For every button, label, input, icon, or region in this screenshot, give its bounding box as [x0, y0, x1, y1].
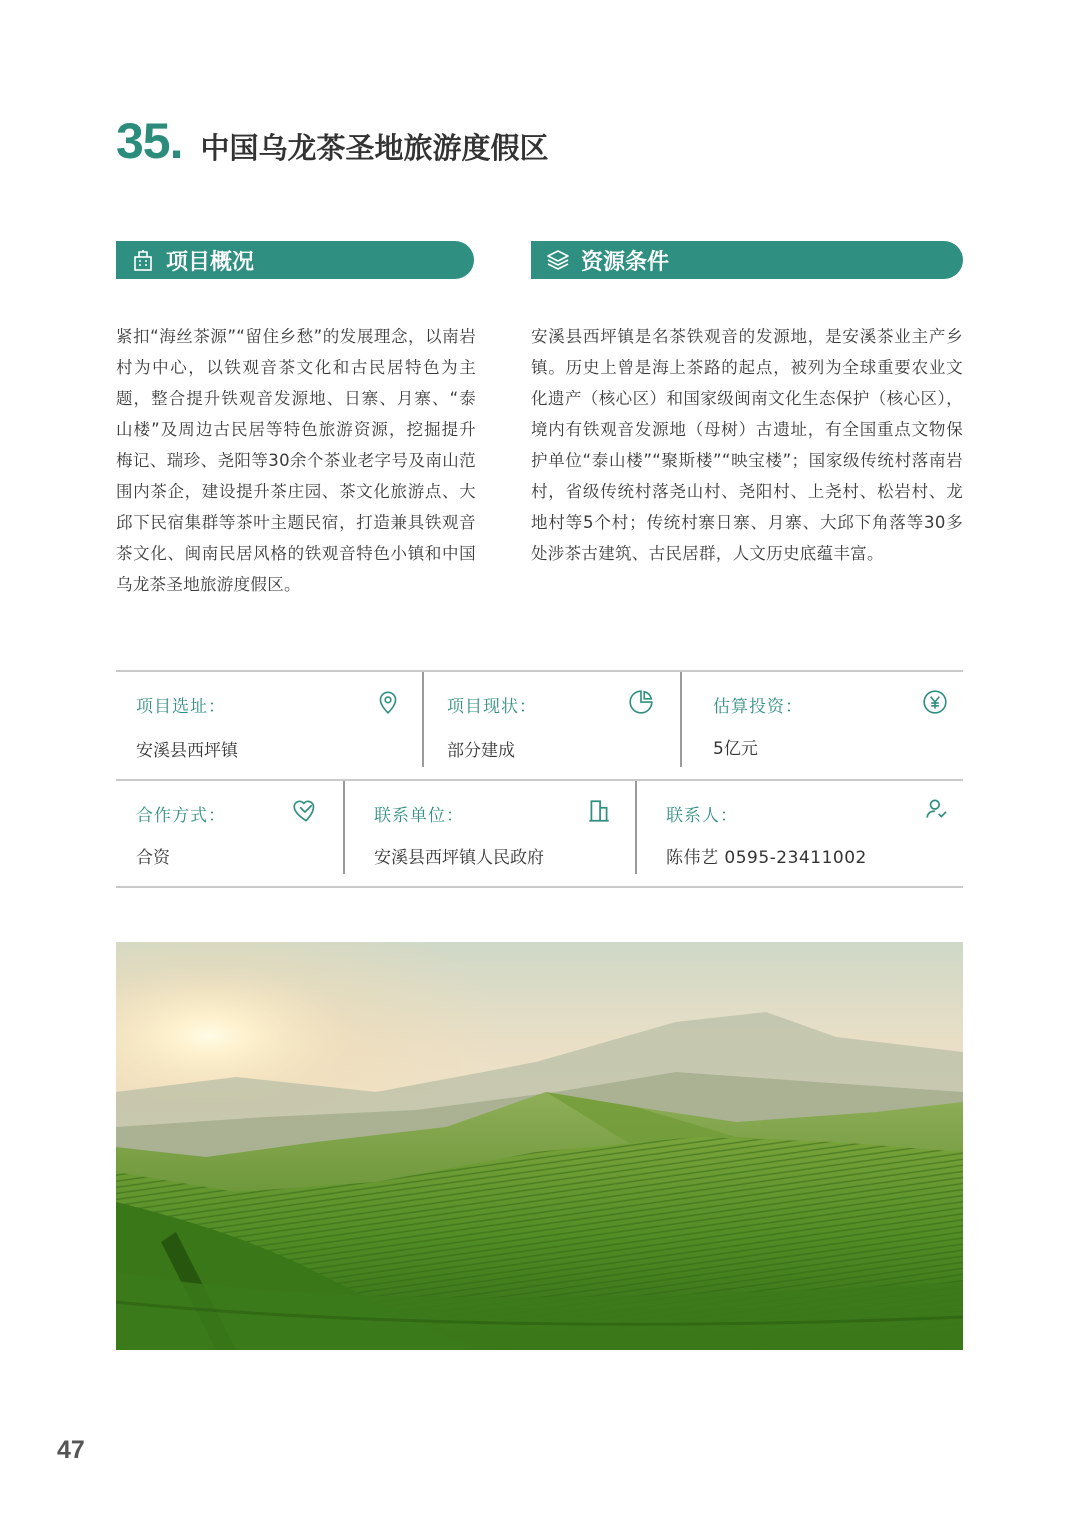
- location-label: 项目选址：: [136, 697, 226, 717]
- tea-plantation-photo: [116, 942, 963, 1350]
- project-title: 中国乌龙茶圣地旅游度假区: [200, 131, 549, 165]
- cooperation-value: 合资: [136, 848, 170, 868]
- section-header-overview: [116, 241, 474, 279]
- divider: [116, 886, 963, 888]
- heart-handshake-icon: [291, 798, 317, 824]
- section-header-label: 项目概况: [166, 249, 255, 275]
- building-icon: [130, 247, 156, 273]
- layers-icon: [545, 247, 571, 273]
- yen-icon: [922, 689, 948, 715]
- user-icon: [924, 796, 950, 822]
- project-number: 35.: [116, 113, 183, 169]
- divider: [635, 781, 637, 874]
- section-header-resources: [531, 241, 963, 279]
- divider: [343, 781, 345, 874]
- page-number: 47: [57, 1436, 85, 1464]
- section-header-label: 资源条件: [581, 249, 670, 275]
- overview-text: 紧扣“海丝茶源”“留住乡愁”的发展理念，以南岩村为中心，以铁观音茶文化和古民居特色为主题，整合提升铁观音发源地、日寨、月寨、“泰山楼”及周边古民居等特色旅游资源，挖掘提升梅记、瑞珍、尧阳等30余个茶业老字号及南山范围内茶企，建设提升茶庄园、茶文化旅游点、大邱下民宿集群等茶叶主题民宿，打造兼具铁观音茶文化、闽南民居风格的铁观音特色小镇和中国乌龙茶圣地旅游度假区。: [116, 327, 476, 594]
- building-outline-icon: [586, 798, 612, 824]
- page-title: [116, 112, 549, 170]
- cooperation-label: 合作方式：: [136, 806, 226, 826]
- contact-unit-label: 联系单位：: [374, 806, 464, 826]
- location-pin-icon: [375, 689, 401, 715]
- location-value: 安溪县西坪镇: [136, 741, 238, 761]
- status-value: 部分建成: [447, 741, 515, 761]
- pie-chart-icon: [628, 689, 654, 715]
- resources-text: 安溪县西坪镇是名茶铁观音的发源地，是安溪茶业主产乡镇。历史上曾是海上茶路的起点，被列为全球重要农业文化遗产（核心区）和国家级闽南文化生态保护（核心区），境内有铁观音发源地（母树）古遗址，有全国重点文物保护单位“泰山楼”“聚斯楼”“映宝楼”；国家级传统村落南岩村，省级传统村落尧山村、尧阳村、上尧村、松岩村、龙地村等5个村；传统村寨日寨、月寨、大邱下角落等30多处涉茶古建筑、古民居群，人文历史底蕴丰富。: [531, 327, 963, 563]
- contact-person-label: 联系人：: [666, 806, 738, 826]
- divider: [116, 779, 963, 781]
- investment-value: 5亿元: [713, 739, 758, 759]
- divider: [680, 672, 682, 767]
- divider: [116, 670, 963, 672]
- investment-label: 估算投资：: [713, 697, 803, 717]
- status-label: 项目现状：: [447, 697, 537, 717]
- contact-person-value: 陈伟艺 0595-23411002: [666, 848, 867, 868]
- divider: [422, 672, 424, 767]
- contact-unit-value: 安溪县西坪镇人民政府: [374, 848, 544, 868]
